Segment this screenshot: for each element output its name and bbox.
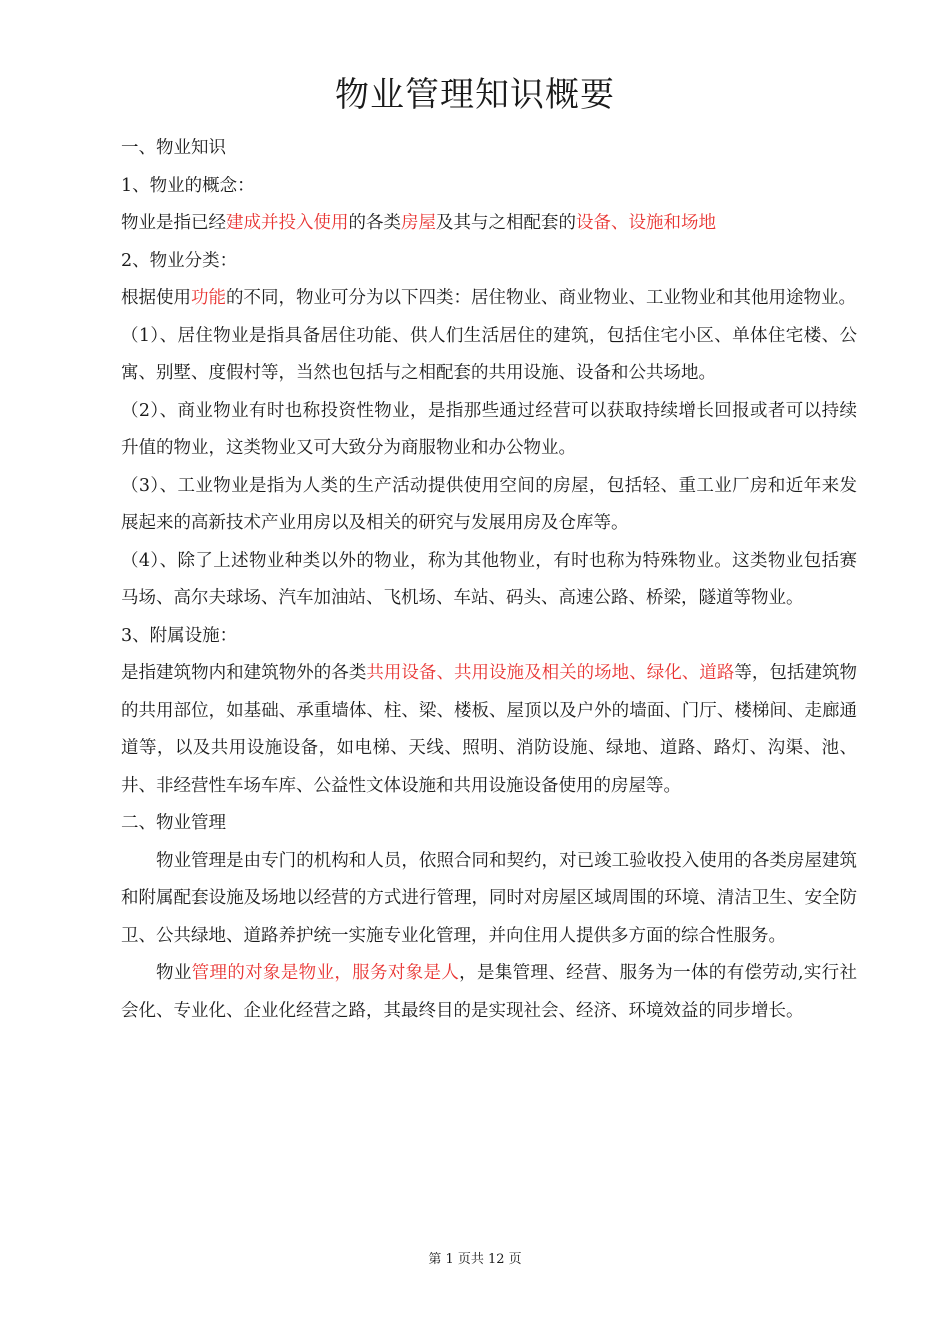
paragraph-ancillary-facilities xyxy=(121,655,857,805)
paragraph-other-property: （4）、除了上述物业种类以外的物业，称为其他物业，有时也称为特殊物业。这类物业包括赛马场、高尔夫球场、汽车加油站、飞机场、车站、码头、高速公路、桥梁，隧道等物业。 xyxy=(121,550,857,608)
highlight-text: 房屋 xyxy=(401,213,436,233)
text-run: 等，包括建筑物的共用部位，如基础、承重墙体、柱、梁、楼板、屋顶以及户外的墙面、门厅、楼梯间、走廊通道等，以及共用设施设备，如电梯、天线、照明、消防设施、绿地、道路、路灯、沟渠、池、井、非经营性车场车库、公益性文体设施和共用设施设备使用的房屋等。 xyxy=(121,663,858,796)
text-run: 物业是指已经 xyxy=(121,213,226,233)
highlight-text: 建成并投入使用 xyxy=(226,213,349,233)
highlight-text: 功能 xyxy=(191,288,226,308)
text-run: 的不同，物业可分为以下四类：居住物业、商业物业、工业物业和其他用途物业。 xyxy=(226,288,856,308)
text-run: 物业 xyxy=(156,963,192,983)
document-title: 物业管理知识概要 xyxy=(335,75,615,115)
subheading-property-concept: 1、物业的概念： xyxy=(121,175,255,196)
text-run: 是指建筑物内和建筑物外的各类 xyxy=(121,663,367,683)
paragraph-classification-intro xyxy=(121,280,857,318)
paragraph-industrial-property: （3）、工业物业是指为人类的生产活动提供使用空间的房屋，包括轻、重工业厂房和近年来发展起来的高新技术产业用房以及相关的研究与发展用房及仓库等。 xyxy=(121,475,857,533)
section-heading-property-knowledge: 一、物业知识 xyxy=(121,138,226,158)
text-run: 根据使用 xyxy=(121,288,191,308)
subheading-ancillary-facilities: 3、附属设施： xyxy=(121,625,238,646)
text-run: 及其与之相配套的 xyxy=(436,213,576,233)
paragraph-commercial-property: （2）、商业物业有时也称投资性物业，是指那些通过经营可以获取持续增长回报或者可以持续升值的物业，这类物业又可大致分为商服物业和办公物业。 xyxy=(121,400,857,458)
text-run: 的各类 xyxy=(348,213,401,233)
text-run: ，是集管理、经营、服务为一体的有偿劳动,实行社会化、专业化、企业化经营之路，其最终目的是实现社会、经济、环境效益的同步增长。 xyxy=(121,963,858,1021)
subheading-property-classification: 2、物业分类： xyxy=(121,250,238,271)
highlight-text: 管理的对象是物业，服务对象是人 xyxy=(191,963,460,983)
section-heading-property-management: 二、物业管理 xyxy=(121,813,226,833)
paragraph-residential-property: （1）、居住物业是指具备居住功能、供人们生活居住的建筑，包括住宅小区、单体住宅楼、公寓、别墅、度假村等，当然也包括与之相配套的共用设施、设备和公共场地。 xyxy=(121,325,857,383)
document-body xyxy=(121,130,857,1030)
paragraph-property-concept xyxy=(121,205,857,243)
highlight-text: 设备、设施和场地 xyxy=(576,213,716,233)
page-footer: 第 1 页共 12 页 xyxy=(428,1252,522,1267)
highlight-text: 共用设备、共用设施及相关的场地、绿化、道路 xyxy=(366,663,735,683)
paragraph-management-definition: 物业管理是由专门的机构和人员，依照合同和契约，对已竣工验收投入使用的各类房屋建筑和附属配套设施及场地以经营的方式进行管理，同时对房屋区域周围的环境、清洁卫生、安全防卫、公共绿地、道路养护统一实施专业化管理，并向住用人提供多方面的综合性服务。 xyxy=(121,850,857,946)
paragraph-management-object xyxy=(121,955,857,1030)
